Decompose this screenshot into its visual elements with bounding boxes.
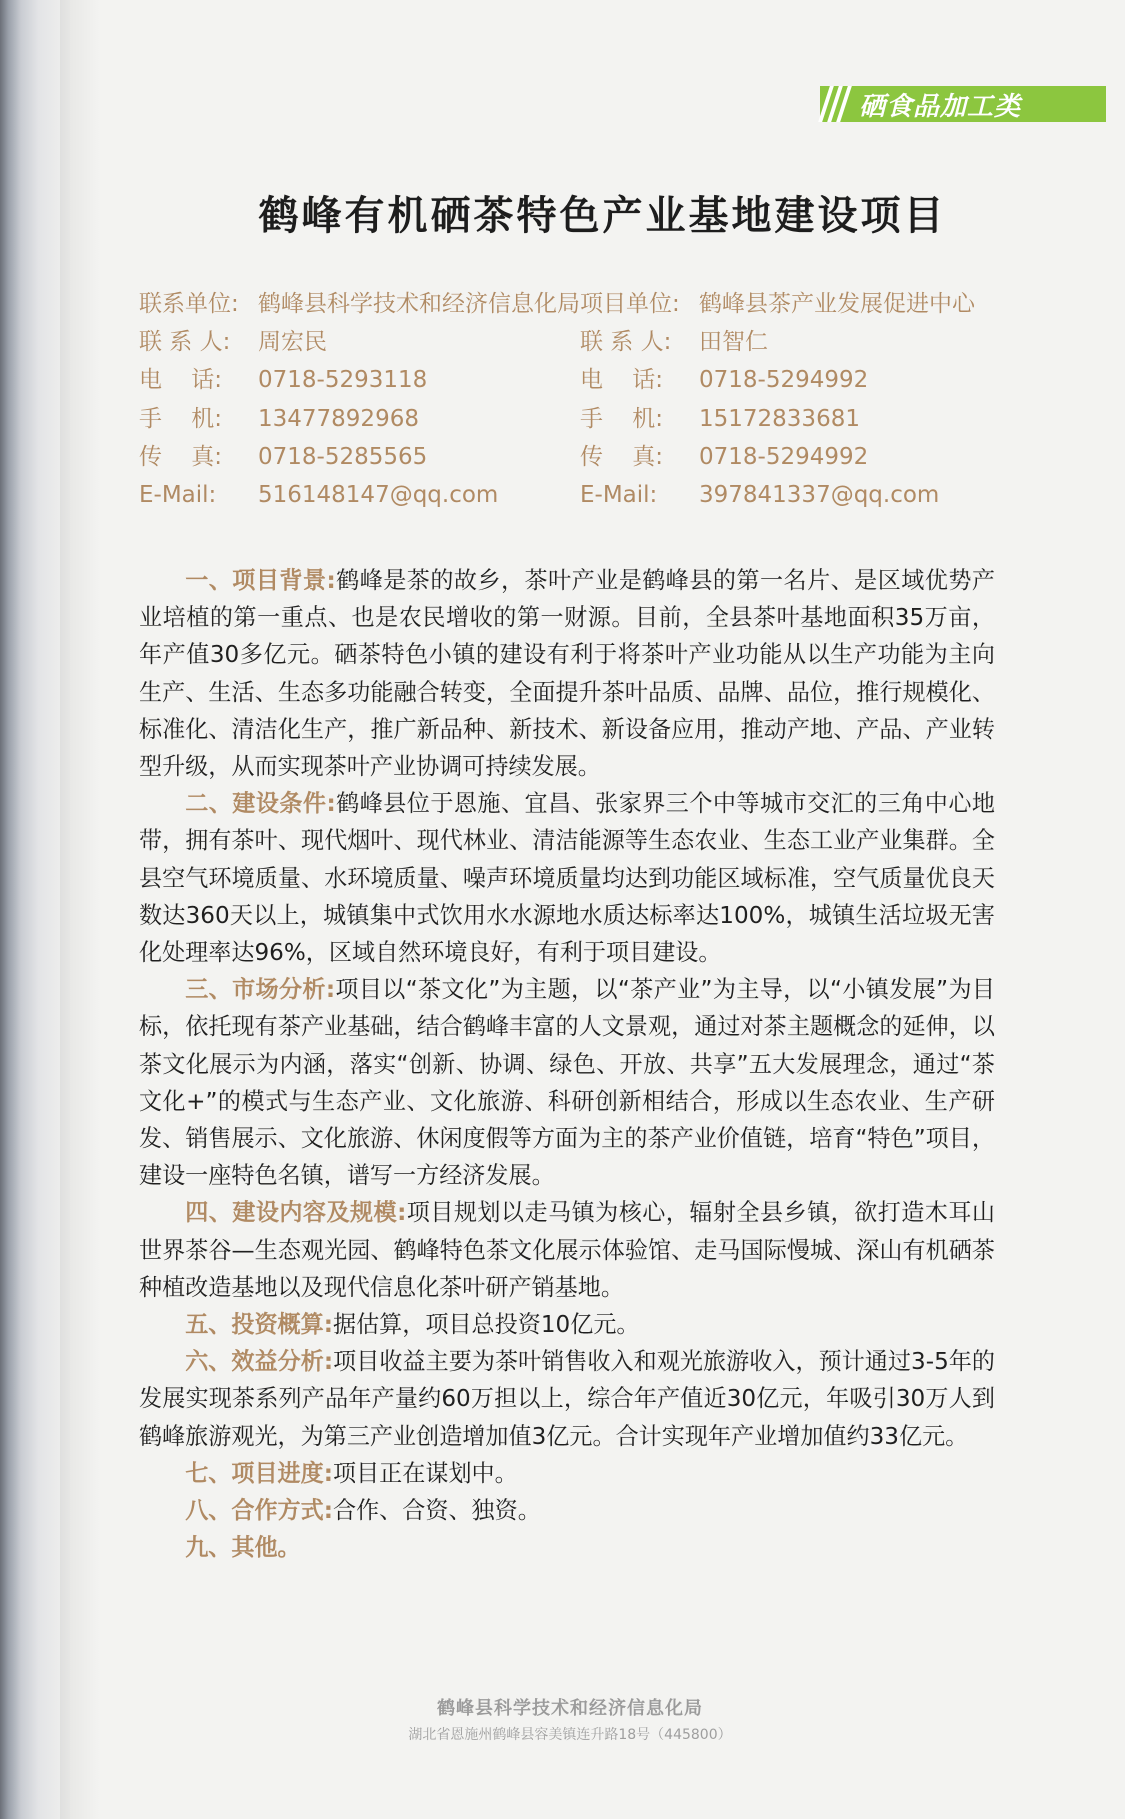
section-text: 鹤峰是茶的故乡，茶叶产业是鹤峰县的第一名片、是区域优势产业培植的第一重点、也是农民增收的第一财源。目前，全县茶叶基地面积35万亩，年产值30多亿元。硒茶特色小镇的建设有利于将茶叶产业功能从以生产功能为主向生产、生活、生态多功能融合转变，全面提升茶叶品质、品牌、品位，推行规模化、标准化、清洁化生产，推广新品种、新技术、新设备应用，推动产地、产品、产业转型升级，从而实现茶叶产业协调可持续发展。	[139, 568, 995, 781]
footer-org: 鹤峰县科学技术和经济信息化局	[437, 1698, 703, 1719]
contact-value: 0718-5285565	[258, 443, 428, 470]
contact-value: 13477892968	[258, 405, 419, 432]
page-title: 鹤峰有机硒茶特色产业基地建设项目	[258, 193, 947, 239]
contact-info	[139, 285, 1019, 514]
project-description	[139, 563, 995, 1567]
section-paragraph	[139, 786, 995, 972]
section-paragraph	[139, 1344, 995, 1456]
contact-label: 手 机:	[580, 405, 663, 432]
contact-row	[139, 285, 580, 323]
section-text: 项目正在谋划中。	[333, 1460, 518, 1487]
stripes-icon	[820, 86, 851, 122]
footer-address: 湖北省恩施州鹤峰县容美镇连升路18号（445800）	[408, 1727, 732, 1743]
section-text: 项目收益主要为茶叶销售收入和观光旅游收入，预计通过3-5年的发展实现茶系列产品年产量约60万担以上，综合年产值近30亿元，年吸引30万人到鹤峰旅游观光，为第三产业创造增加值3亿元。合计实现年产业增加值约33亿元。	[139, 1349, 995, 1450]
category-tag: 硒食品加工类	[859, 91, 1022, 122]
contact-label: E-Mail:	[580, 481, 658, 508]
section-heading: 五、投资概算:	[185, 1312, 333, 1339]
contact-row	[580, 438, 1019, 476]
contact-value: 397841337@qq.com	[699, 481, 940, 508]
section-heading: 九、其他。	[185, 1535, 301, 1562]
contact-value: 鹤峰县科学技术和经济信息化局	[258, 291, 580, 317]
contact-row	[580, 285, 1019, 323]
contact-label: 传 真:	[580, 443, 663, 470]
section-text: 项目规划以走马镇为核心，辐射全县乡镇，欲打造木耳山世界茶谷—生态观光园、鹤峰特色茶文化展示体验馆、走马国际慢城、深山有机硒茶种植改造基地以及现代信息化茶叶研产销基地。	[139, 1200, 995, 1301]
section-paragraph	[139, 1493, 995, 1530]
section-heading: 三、市场分析:	[185, 977, 336, 1004]
contact-value: 田智仁	[699, 329, 768, 356]
contact-value: 0718-5294992	[699, 367, 869, 394]
category-tab	[820, 86, 1106, 122]
contact-label: 电 话:	[580, 367, 663, 394]
contact-value: 0718-5293118	[258, 367, 428, 394]
contact-label: E-Mail:	[139, 481, 217, 508]
section-paragraph	[139, 1530, 995, 1567]
contact-label: 联系单位:	[139, 291, 239, 317]
section-paragraph	[139, 1195, 995, 1307]
section-text: 据估算，项目总投资10亿元。	[333, 1312, 640, 1339]
section-paragraph	[139, 1456, 995, 1493]
contact-row	[580, 476, 1019, 514]
gutter-shadow	[60, 0, 100, 1819]
section-text: 项目以“茶文化”为主题，以“茶产业”为主导，以“小镇发展”为目标，依托现有茶产业基础，结合鹤峰丰富的人文景观，通过对茶主题概念的延伸，以茶文化展示为内涵，落实“创新、协调、绿色、开放、共享”五大发展理念，通过“茶文化+”的模式与生态产业、文化旅游、科研创新相结合，形成以生态农业、生产研发、销售展示、文化旅游、休闲度假等方面为主的茶产业价值链，培育“特色”项目，建设一座特色名镇，谱写一方经济发展。	[139, 977, 995, 1190]
contact-row	[139, 438, 580, 476]
contact-label: 联 系 人:	[139, 329, 231, 356]
section-paragraph	[139, 972, 995, 1195]
section-paragraph	[139, 1307, 995, 1344]
contact-value: 516148147@qq.com	[258, 481, 499, 508]
section-text: 合作、合资、独资。	[333, 1498, 541, 1525]
contact-value: 周宏民	[258, 329, 327, 356]
contact-row	[139, 476, 580, 514]
contact-row	[580, 400, 1019, 438]
contact-row	[580, 361, 1019, 399]
contact-value: 鹤峰县茶产业发展促进中心	[699, 291, 975, 317]
section-heading: 二、建设条件:	[185, 791, 336, 818]
contact-label: 传 真:	[139, 443, 222, 470]
contact-row	[139, 400, 580, 438]
contact-row	[139, 323, 580, 361]
contact-column-right	[580, 285, 1019, 514]
section-text: 鹤峰县位于恩施、宜昌、张家界三个中等城市交汇的三角中心地带，拥有茶叶、现代烟叶、现代林业、清洁能源等生态农业、生态工业产业集群。全县空气环境质量、水环境质量、噪声环境质量均达到功能区域标准，空气质量优良天数达360天以上，城镇集中式饮用水水源地水质达标率达100%，城镇生活垃圾无害化处理率达96%，区域自然环境良好，有利于项目建设。	[139, 791, 995, 967]
section-heading: 八、合作方式:	[185, 1498, 333, 1525]
contact-row	[139, 361, 580, 399]
section-heading: 六、效益分析:	[185, 1349, 334, 1376]
section-heading: 一、项目背景:	[185, 568, 336, 594]
contact-row	[580, 323, 1019, 361]
section-paragraph	[139, 563, 995, 786]
contact-label: 联 系 人:	[580, 329, 672, 356]
contact-label: 手 机:	[139, 405, 222, 432]
contact-label: 电 话:	[139, 367, 222, 394]
section-heading: 四、建设内容及规模:	[185, 1200, 407, 1227]
contact-label: 项目单位:	[580, 291, 680, 317]
contact-value: 0718-5294992	[699, 443, 869, 470]
section-heading: 七、项目进度:	[185, 1460, 333, 1487]
page-footer	[280, 1694, 860, 1744]
contact-column-left	[139, 285, 580, 514]
contact-value: 15172833681	[699, 405, 860, 432]
